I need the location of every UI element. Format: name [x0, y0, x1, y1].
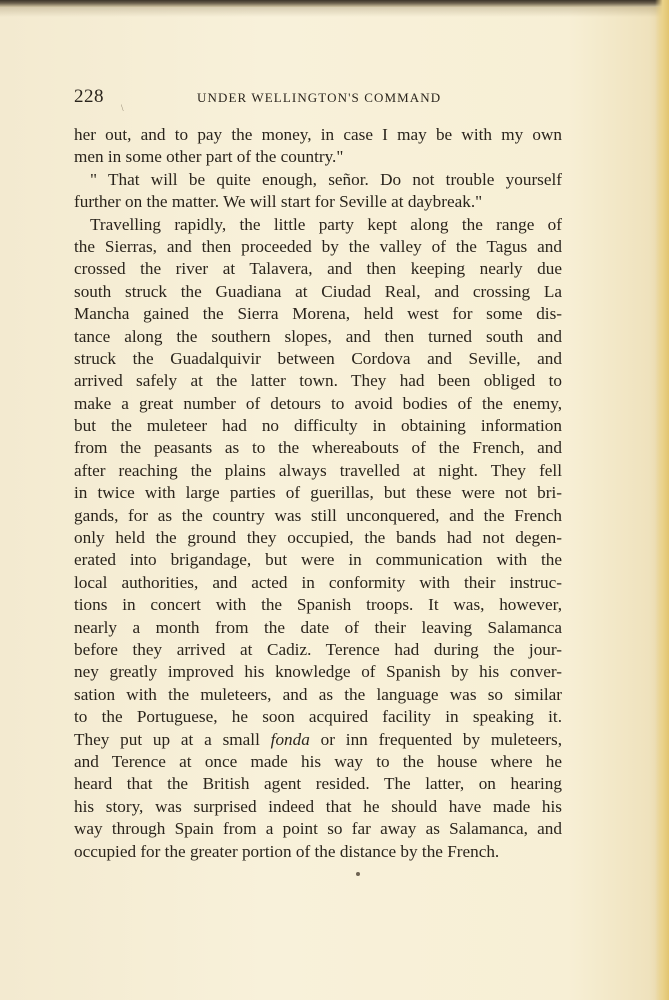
footer-dot-mark — [356, 872, 360, 876]
text-line: but the muleteer had no difficulty in obtaining information — [74, 416, 562, 436]
text-line: erated into brigandage, but were in communication with the — [74, 550, 562, 570]
text-line: struck the Guadalquivir between Cordova and Seville, and — [74, 348, 562, 368]
text-line: tions in concert with the Spanish troops. It was, however, — [74, 595, 562, 615]
text-line: from the peasants as to the whereabouts of the French, and — [74, 438, 562, 458]
running-head: UNDER WELLINGTON'S COMMAND — [197, 90, 442, 105]
italic-word-fonda: fonda — [270, 729, 310, 749]
page-header — [74, 86, 562, 108]
text-line: occupied for the greater portion of the distance by the French. — [74, 841, 500, 861]
text-line: sation with the muleteers, and as the language was so similar — [74, 684, 562, 704]
text-line: men in some other part of the country." — [74, 147, 344, 167]
text-line: tance along the southern slopes, and then turned south and — [74, 326, 562, 346]
text-line: nearly a month from the date of their leaving Salamanca — [74, 617, 562, 637]
text-line: further on the matter. We will start for Seville at daybreak." — [74, 192, 483, 212]
text-line: his story, was surprised indeed that he should have made his — [74, 796, 562, 816]
text-line: way through Spain from a point so far away as Salamanca, and — [74, 819, 562, 839]
text-run: They put up at a small — [74, 729, 271, 749]
text-line: her out, and to pay the money, in case I may be with my own — [74, 125, 562, 144]
text-line: before they arrived at Cadiz. Terence had during the jour- — [74, 639, 562, 659]
text-line: make a great number of detours to avoid bodies of the enemy, — [74, 393, 562, 413]
text-line: after reaching the plains always travelled at night. They fell — [74, 460, 562, 480]
text-line: arrived safely at the latter town. They had been obliged to — [74, 371, 562, 391]
text-line: and Terence at once made his way to the house where he — [74, 751, 562, 771]
print-tick-mark: \ — [121, 103, 124, 113]
text-line: local authorities, and acted in conformity with their instruc- — [74, 572, 562, 592]
page-top-shadow — [0, 7, 669, 17]
text-line-with-italic — [74, 729, 562, 751]
page-number: 228 — [74, 86, 104, 107]
text-line: ney greatly improved his knowledge of Spanish by his conver- — [74, 662, 562, 682]
text-line: only held the ground they occupied, the bands had not degen- — [74, 528, 562, 548]
text-line: crossed the river at Talavera, and then keeping nearly due — [74, 259, 562, 279]
text-line: the Sierras, and then proceeded by the valley of the Tagus and — [74, 236, 562, 256]
text-line: heard that the British agent resided. The latter, on hearing — [74, 774, 562, 794]
text-line: gands, for as the country was still unconquered, and the French — [74, 505, 562, 525]
body-text — [74, 124, 562, 863]
text-line: to the Portuguese, he soon acquired facility in speaking it. — [74, 707, 562, 727]
text-line: " That will be quite enough, señor. Do not trouble yourself — [90, 169, 562, 189]
text-line: Mancha gained the Sierra Morena, held west for some dis- — [74, 304, 562, 324]
text-line: Travelling rapidly, the little party kept along the range of — [90, 214, 562, 234]
page-top-edge — [0, 0, 669, 7]
text-line: south struck the Guadiana at Ciudad Real, and crossing La — [74, 281, 562, 301]
page-right-edge — [655, 0, 669, 1000]
text-run: or inn frequented by muleteers, — [309, 729, 562, 749]
text-line: in twice with large parties of guerillas, but these were not bri- — [74, 483, 562, 503]
